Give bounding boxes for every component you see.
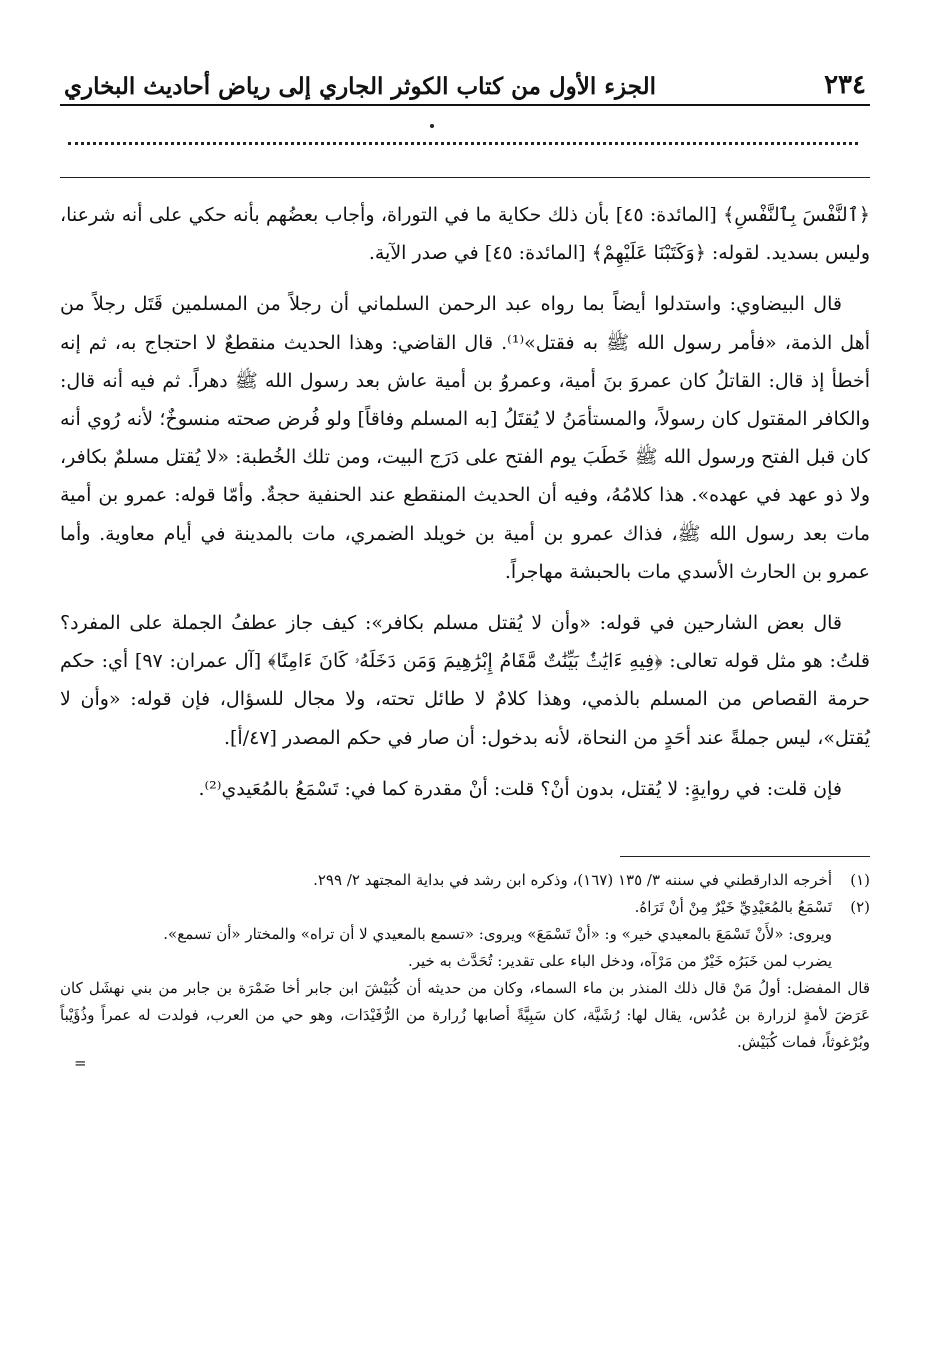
dotted-separator	[68, 128, 858, 145]
footnote-2-line: قال المفضل: أولُ مَنْ قال ذلك المنذر بن ماء السماء، وكان من حديثه أن كُبَيْشَ ابن جابر أخا ضَمْرَة بن جابر من بني نهشَل كان عَرَضَ لأمةٍ لزرارة بن عُدُس، يقال لها: رُشَيَّة، كان سَبِيَّةً أصابها زُرارة من الرُّفَيْدَات، وهو حي من العرب، فولدت له عمراً وذُؤَيْباً وبُرْغوثاً، فمات كُبَيْش.	[60, 979, 870, 1052]
continuation-mark: =	[74, 1054, 87, 1073]
paragraph: قال البيضاوي: واستدلوا أيضاً بما رواه عبد الرحمن السلماني أن رجلاً من المسلمين قَتَل رجلاً من أهل الذمة، «فأمر رسول الله ﷺ به فقتل»⁽¹⁾. قال القاضي: وهذا الحديث منقطعٌ لا احتجاج به، ثم إنه أخطأ إذ قال: القاتلُ كان عمروَ بنَ أمية، وعمروُ بن أمية عاش بعد رسول الله ﷺ دهراً. ثم فيه أنه قال: والكافر المقتول كان رسولاً، والمستأمَنُ لا يُقتَلُ [به المسلم وفاقاً] ولو فُرض صحته منسوخٌ؛ لأنه رُوي أنه كان قبل الفتح ورسول الله ﷺ خَطَبَ يوم الفتح على دَرَج البيت، ومن تلك الخُطبة: «لا يُقتل مسلمٌ بكافر، ولا ذو عهد في عهده». هذا كلامُهُ، وفيه أن الحديث المنقطع عند الحنفية حجةٌ. وأمّا قوله: عمرو بن أمية مات بعد رسول الله ﷺ، فذاك عمرو بن أمية بن خويلد الضمري، مات بالمدينة في أيام معاوية. وأما عمرو بن الحارث الأسدي مات بالحبشة مهاجراً.	[60, 293, 870, 583]
footnote-2	[60, 894, 870, 921]
paragraph: قال بعض الشارحين في قوله: «وأن لا يُقتل مسلم بكافر»: كيف جاز عطفُ الجملة على المفرد؟ قلتُ: هو مثل قوله تعالى: ﴿فِيهِ ءَايَٰتٌۢ بَيِّنَٰتٌ مَّقَامُ إِبْرَٰهِيمَ وَمَن دَخَلَهُۥ كَانَ ءَامِنًا﴾ [آل عمران: ٩٧] أي: حكم حرمة القصاص من المسلم بالذمي، وهذا كلامٌ لا طائل تحته، ولا مجال للسؤال، فإن قوله: «وأن لا يُقتل»، ليس جملةً عند أحَدٍ من النحاة، لأنه بدخول: أن صار في حكم المصدر [٤٧/أ].	[60, 612, 870, 749]
footnotes	[60, 867, 870, 1077]
running-title: الجزء الأول من كتاب الكوثر الجاري إلى رياض أحاديث البخاري	[64, 73, 656, 100]
paragraph: ﴿ٱلنَّفْسَ بِٱلنَّفْسِ﴾ [المائدة: ٤٥] بأن ذلك حكاية ما في التوراة، وأجاب بعضُهم بأنه حكي على أنه شرعنا، وليس بسديد. لقوله: ﴿وَكَتَبْنَا عَلَيْهِمْ﴾ [المائدة: ٤٥] في صدر الآية.	[60, 204, 870, 265]
dot-mark	[430, 124, 434, 128]
footnote-number: (١)	[850, 871, 870, 890]
page-header	[60, 50, 870, 106]
footnote-rule	[620, 856, 870, 857]
footnote-text: تَسْمَعُ بالمُعَيْدِيِّ خَيْرٌ مِنْ أنْ تَرَاهُ.	[634, 898, 832, 917]
footnote-number: (٢)	[850, 898, 870, 917]
footnote-2-line: ويروى: «لأَنْ تَسْمَعَ بالمعيدي خير» و: «أنْ تَسْمَعَ» ويروى: «تسمع بالمعيدي لا أن تراه» والمختار «أن تسمع».	[163, 925, 832, 944]
page-number: ٢٣٤	[824, 70, 866, 100]
paragraph: فإن قلت: في روايةٍ: لا يُقتل، بدون أنْ؟ قلت: أنْ مقدرة كما في: تَسْمَعُ بالمُعَيدي⁽²⁾.	[198, 777, 842, 800]
page	[60, 50, 870, 1077]
main-text	[60, 196, 870, 808]
footnote-2-line: يضرب لمن خَبَرُه خَيْرٌ من مَرْآه، ودخل الباء على تقدير: تُحَدَّث به خير.	[407, 952, 832, 971]
footnote-1	[60, 867, 870, 894]
horizontal-rule	[60, 177, 870, 178]
footnote-text: أخرجه الدارقطني في سننه ٣/ ١٣٥ (١٦٧)، وذكره ابن رشد في بداية المجتهد ٢/ ٢٩٩.	[313, 871, 832, 890]
